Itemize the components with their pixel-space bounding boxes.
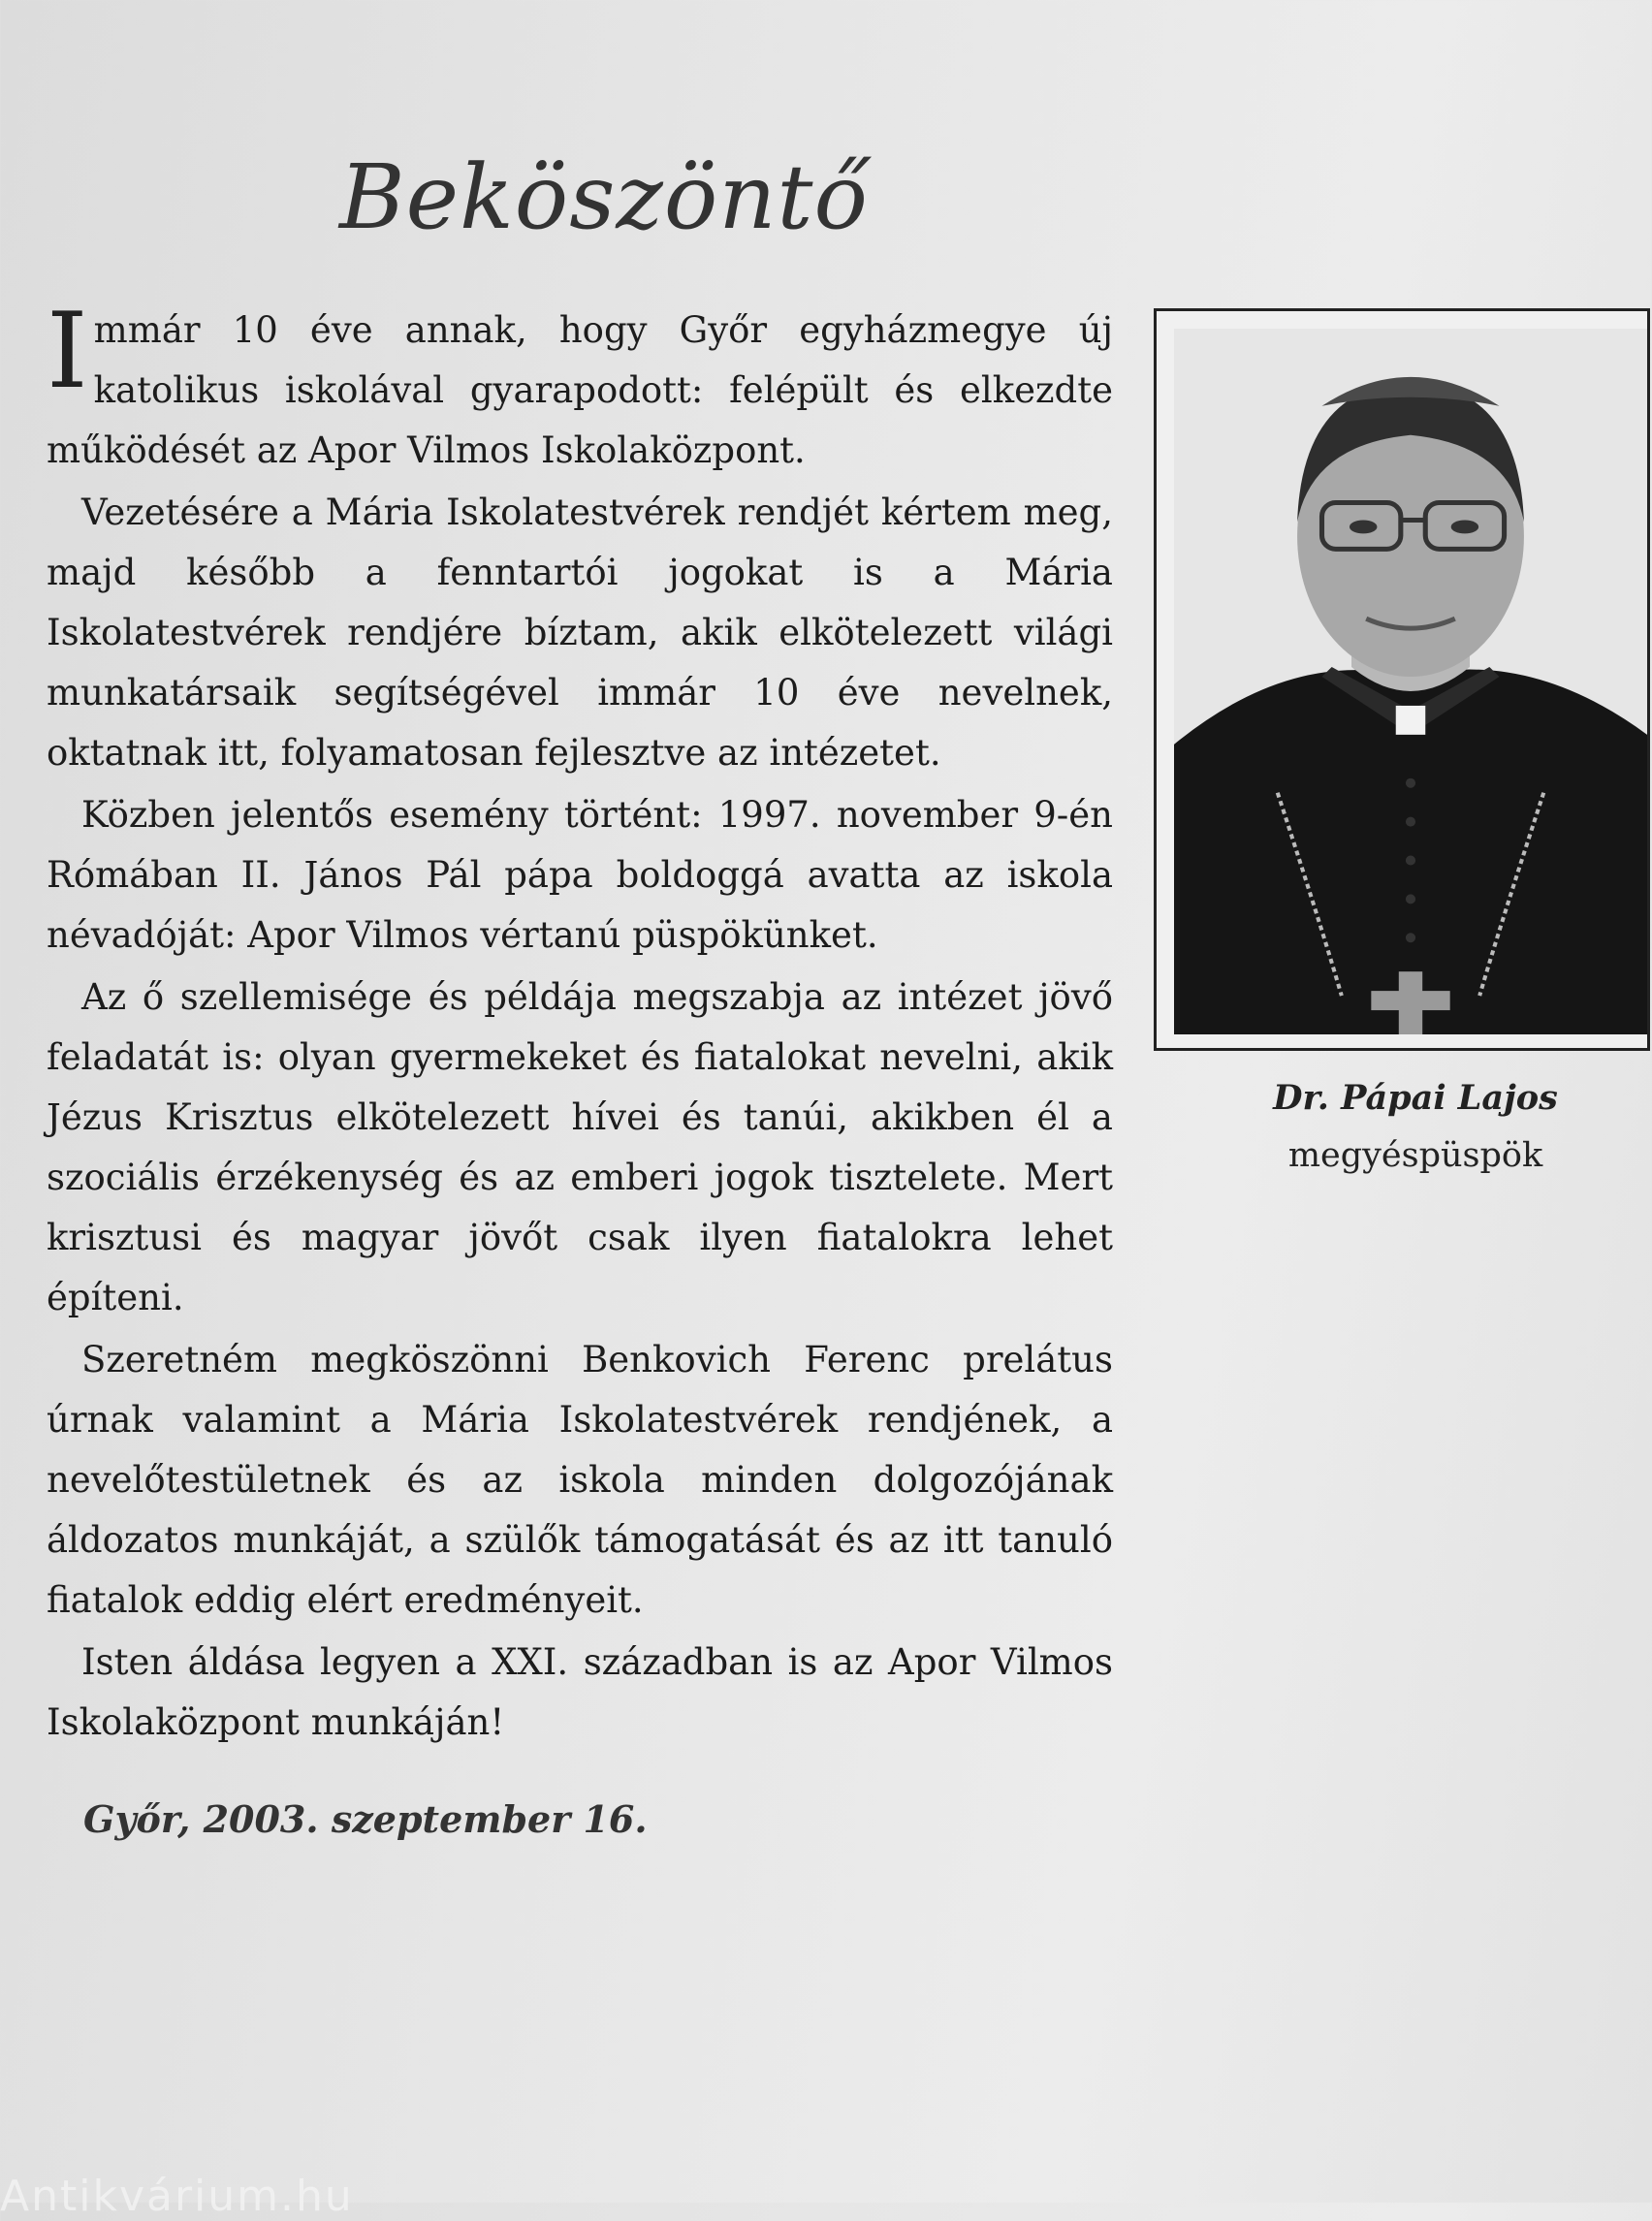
body-text xyxy=(47,291,1113,1755)
portrait-photo xyxy=(1174,329,1647,1034)
paragraph-4: Az ő szellemisége és példája megszabja az intézet jövő feladatát is: olyan gyermekeket és fiatalokat nevelni, akik Jézus Krisztus elkötelezett hívei és tanúi, akikben él a szociális érzékenység és az emberi jogok tisztelete. Mert krisztusi és magyar jövőt csak ilyen fiatalokra lehet építeni. xyxy=(47,976,1113,1318)
paragraph-1 xyxy=(47,291,1113,481)
watermark: Antikvárium.hu xyxy=(0,2172,354,2221)
paragraph-2: Vezetésére a Mária Iskolatestvérek rendjét kértem meg, majd később a fenntartói jogokat is a Mária Iskolatestvérek rendjére bíztam, akik elkötelezett világi munkatársaik segítségével immár 10 éve nevelnek, oktatnak itt, folyamatosan fejlesztve az intézetet. xyxy=(47,492,1113,774)
paragraph-5: Szeretném megköszönni Benkovich Ferenc prelátus úrnak valamint a Mária Iskolatestvérek rendjének, a nevelőtestületnek és az iskola minden dolgozójának áldozatos munkáját, a szülők támogatását és az itt tanuló fiatalok eddig elért eredményeit. xyxy=(47,1339,1113,1621)
bishop-portrait-image xyxy=(1174,329,1647,1034)
paragraph-1-text: mmár 10 éve annak, hogy Győr egyházmegye új katolikus iskolával gyarapodott: felépült és elkezdte működését az Apor Vilmos Iskolaközpont. xyxy=(47,309,1113,471)
page-title: Beköszöntő xyxy=(339,145,869,249)
caption-title: megyéspüspök xyxy=(1287,1136,1543,1175)
paragraph-3: Közben jelentős esemény történt: 1997. november 9-én Rómában II. János Pál pápa boldoggá avatta az iskola névadóját: Apor Vilmos vértanú püspökünket. xyxy=(47,794,1113,956)
paragraph-6: Isten áldása legyen a XXI. században is az Apor Vilmos Iskolaközpont munkáján! xyxy=(47,1641,1113,1743)
drop-cap: I xyxy=(47,291,88,412)
caption-name: Dr. Pápai Lajos xyxy=(1273,1078,1558,1118)
portrait-frame xyxy=(1154,308,1650,1051)
dateline: Győr, 2003. szeptember 16. xyxy=(83,1797,648,1841)
